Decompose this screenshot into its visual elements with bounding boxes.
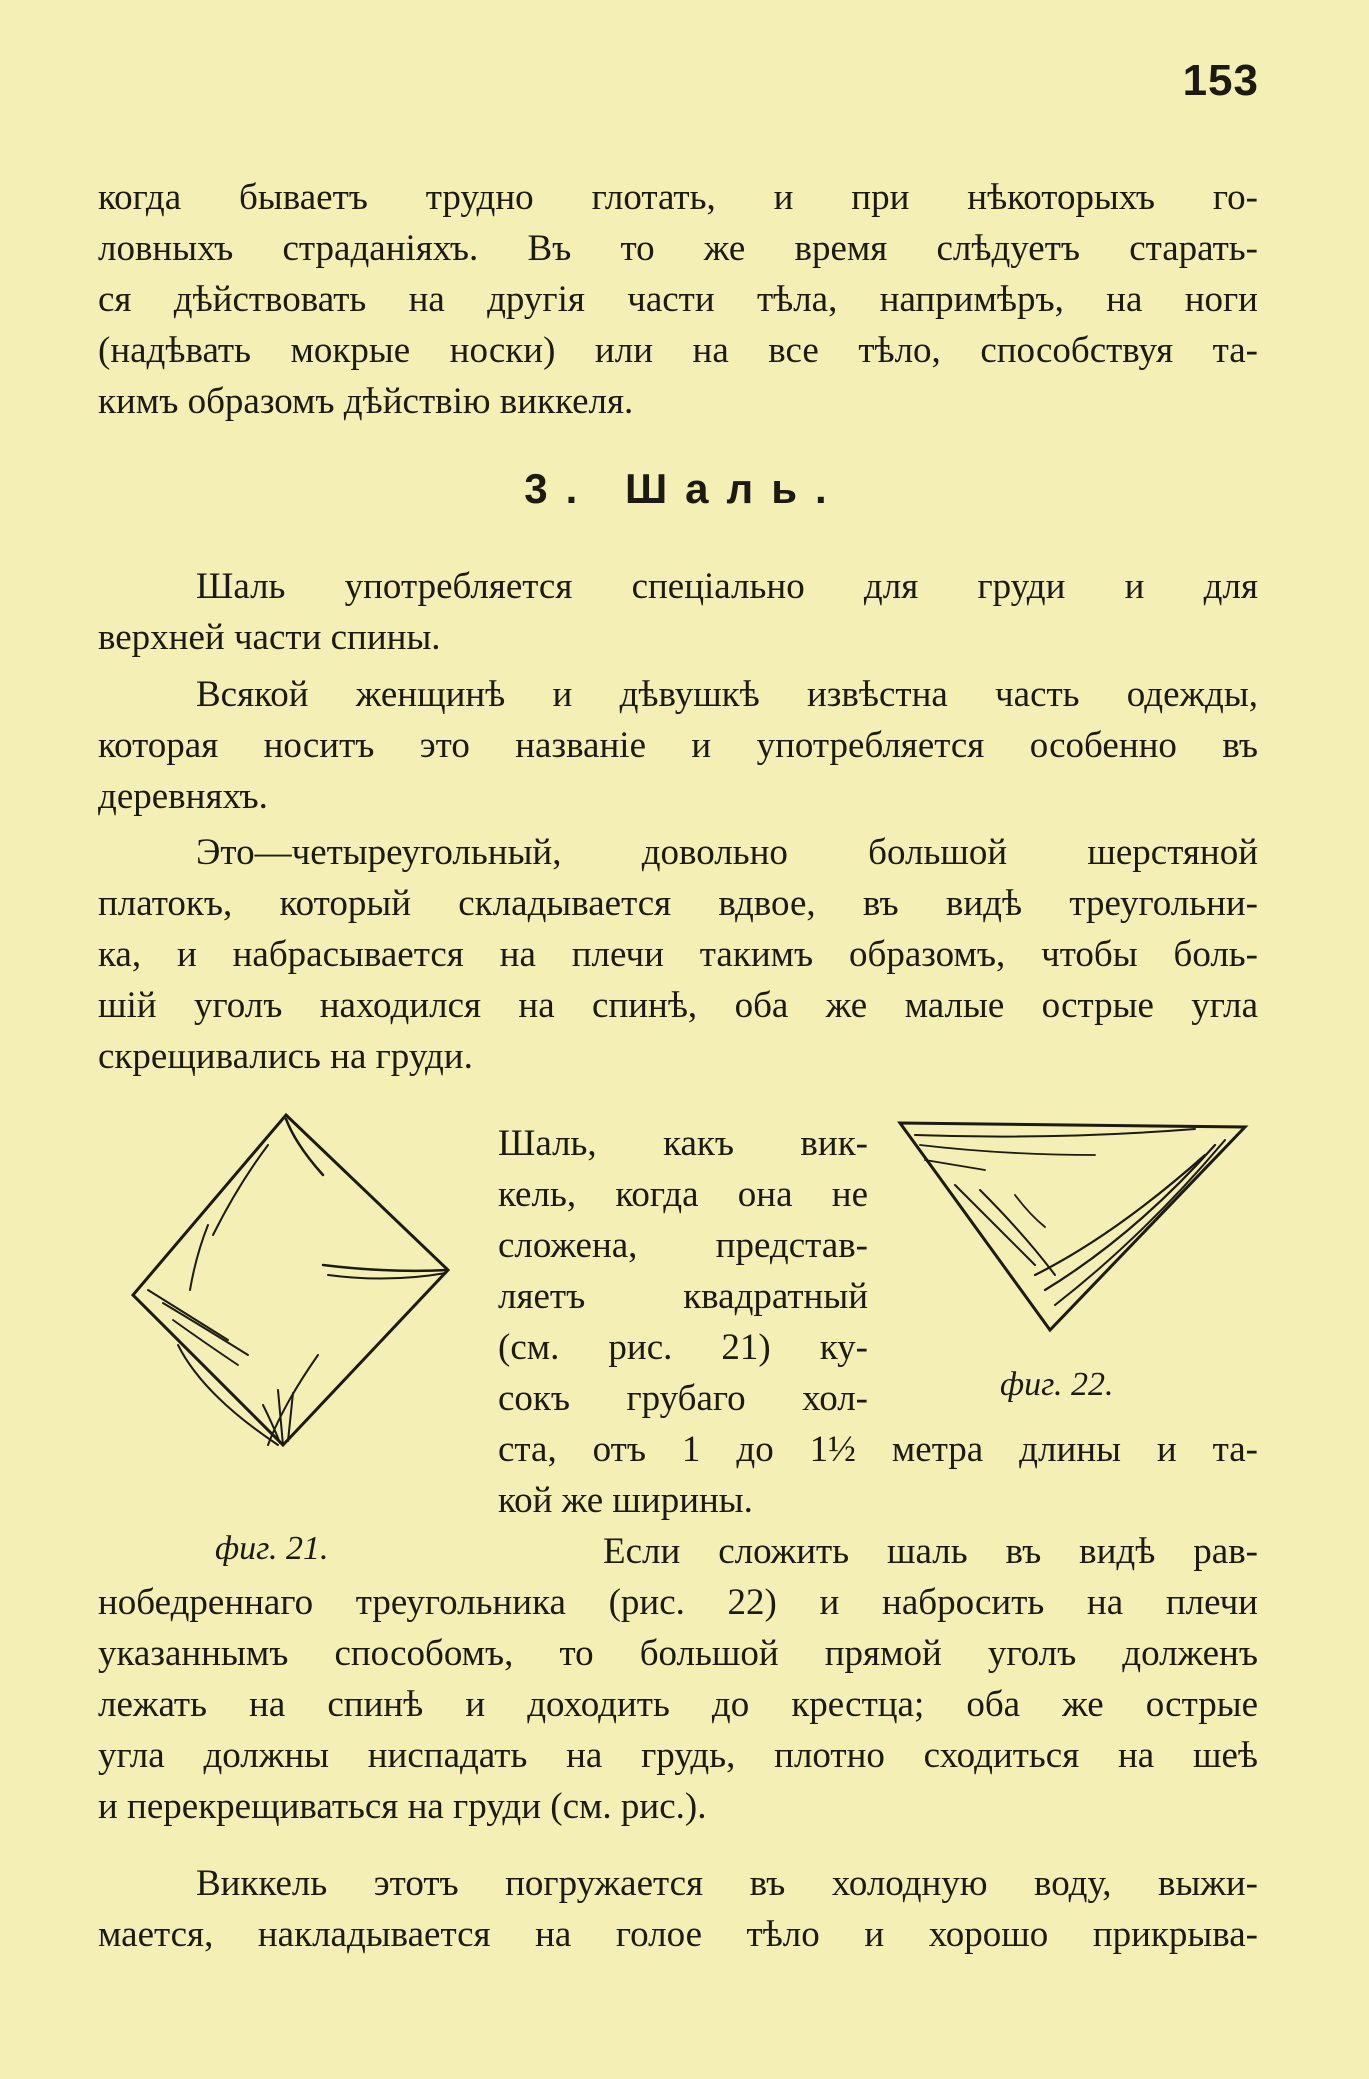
paragraph-shawl-size: [498, 1118, 868, 1424]
text-line: (надѣвать мокрые носки) или на все тѣло, способствуя та-: [98, 330, 1258, 371]
paragraph-wikkel-application: [98, 1858, 1258, 1960]
intro-paragraph: [98, 172, 1258, 427]
text-line: Это—четыреугольный, довольно большой шерстяной: [196, 832, 1258, 873]
text-line: ка, и набрасывается на плечи такимъ образомъ, чтобы боль-: [98, 934, 1258, 975]
text-line: угла должны ниспадать на грудь, плотно сходиться на шеѣ: [98, 1735, 1258, 1776]
figure-22-caption: фиг. 22.: [1000, 1366, 1114, 1403]
text-line: деревняхъ.: [98, 776, 268, 817]
text-line: (см. рис. 21) ку-: [498, 1327, 868, 1368]
paragraph-shawl-known: [98, 669, 1258, 822]
text-line: мается, накладывается на голое тѣло и хорошо прикрыва-: [98, 1914, 1258, 1955]
paragraph-shawl-size-cont: [498, 1424, 1258, 1526]
text-line: верхней части спины.: [98, 617, 441, 658]
text-line: указаннымъ способомъ, то большой прямой уголъ долженъ: [98, 1633, 1258, 1674]
text-line: Шаль, какъ вик-: [498, 1123, 868, 1164]
paragraph-shawl-description: [98, 827, 1258, 1082]
section-heading: 3. Шаль.: [524, 465, 845, 512]
text-line: кимъ образомъ дѣйствію виккеля.: [98, 381, 634, 422]
text-line: лежать на спинѣ и доходить до крестца; оба же острые: [98, 1684, 1258, 1725]
text-line: которая носитъ это названіе и употребляется особенно въ: [98, 725, 1258, 766]
text-line: ся дѣйствовать на другія части тѣла, напримѣръ, на ноги: [98, 279, 1258, 320]
figure-21-caption: фиг. 21.: [215, 1530, 329, 1567]
text-line: ста, отъ 1 до 1½ метра длины и та-: [498, 1429, 1258, 1470]
text-line: платокъ, который складывается вдвое, въ видѣ треугольни-: [98, 883, 1258, 924]
figure-21-square-shawl: [118, 1105, 458, 1505]
paragraph-triangle-fold: [98, 1526, 1258, 1832]
text-line: и перекрещиваться на груди (см. рис.).: [98, 1786, 707, 1827]
text-line: Виккель этотъ погружается въ холодную воду, выжи-: [196, 1863, 1258, 1904]
paragraph-shawl-usage: [98, 561, 1258, 663]
text-line: Всякой женщинѣ и дѣвушкѣ извѣстна часть одежды,: [196, 674, 1258, 715]
page-number: 153: [1182, 56, 1259, 105]
figure-22-triangle-shawl: [895, 1115, 1255, 1340]
text-line: Если сложить шаль въ видѣ рав-: [603, 1531, 1258, 1572]
text-line: сокъ грубаго хол-: [498, 1378, 868, 1419]
text-line: кель, когда она не: [498, 1174, 868, 1215]
text-line: скрещивались на груди.: [98, 1036, 473, 1077]
text-line: кой же ширины.: [498, 1480, 753, 1521]
text-line: нобедреннаго треугольника (рис. 22) и набросить на плечи: [98, 1582, 1258, 1623]
text-line: ловныхъ страданіяхъ. Въ то же время слѣдуетъ старать-: [98, 228, 1258, 269]
text-line: когда бываетъ трудно глотать, и при нѣкоторыхъ го-: [98, 177, 1258, 218]
text-line: сложена, представ-: [498, 1225, 868, 1266]
text-line: ляетъ квадратный: [498, 1276, 868, 1317]
text-line: Шаль употребляется спеціально для груди и для: [196, 566, 1258, 607]
text-line: шій уголъ находился на спинѣ, оба же малые острые угла: [98, 985, 1258, 1026]
